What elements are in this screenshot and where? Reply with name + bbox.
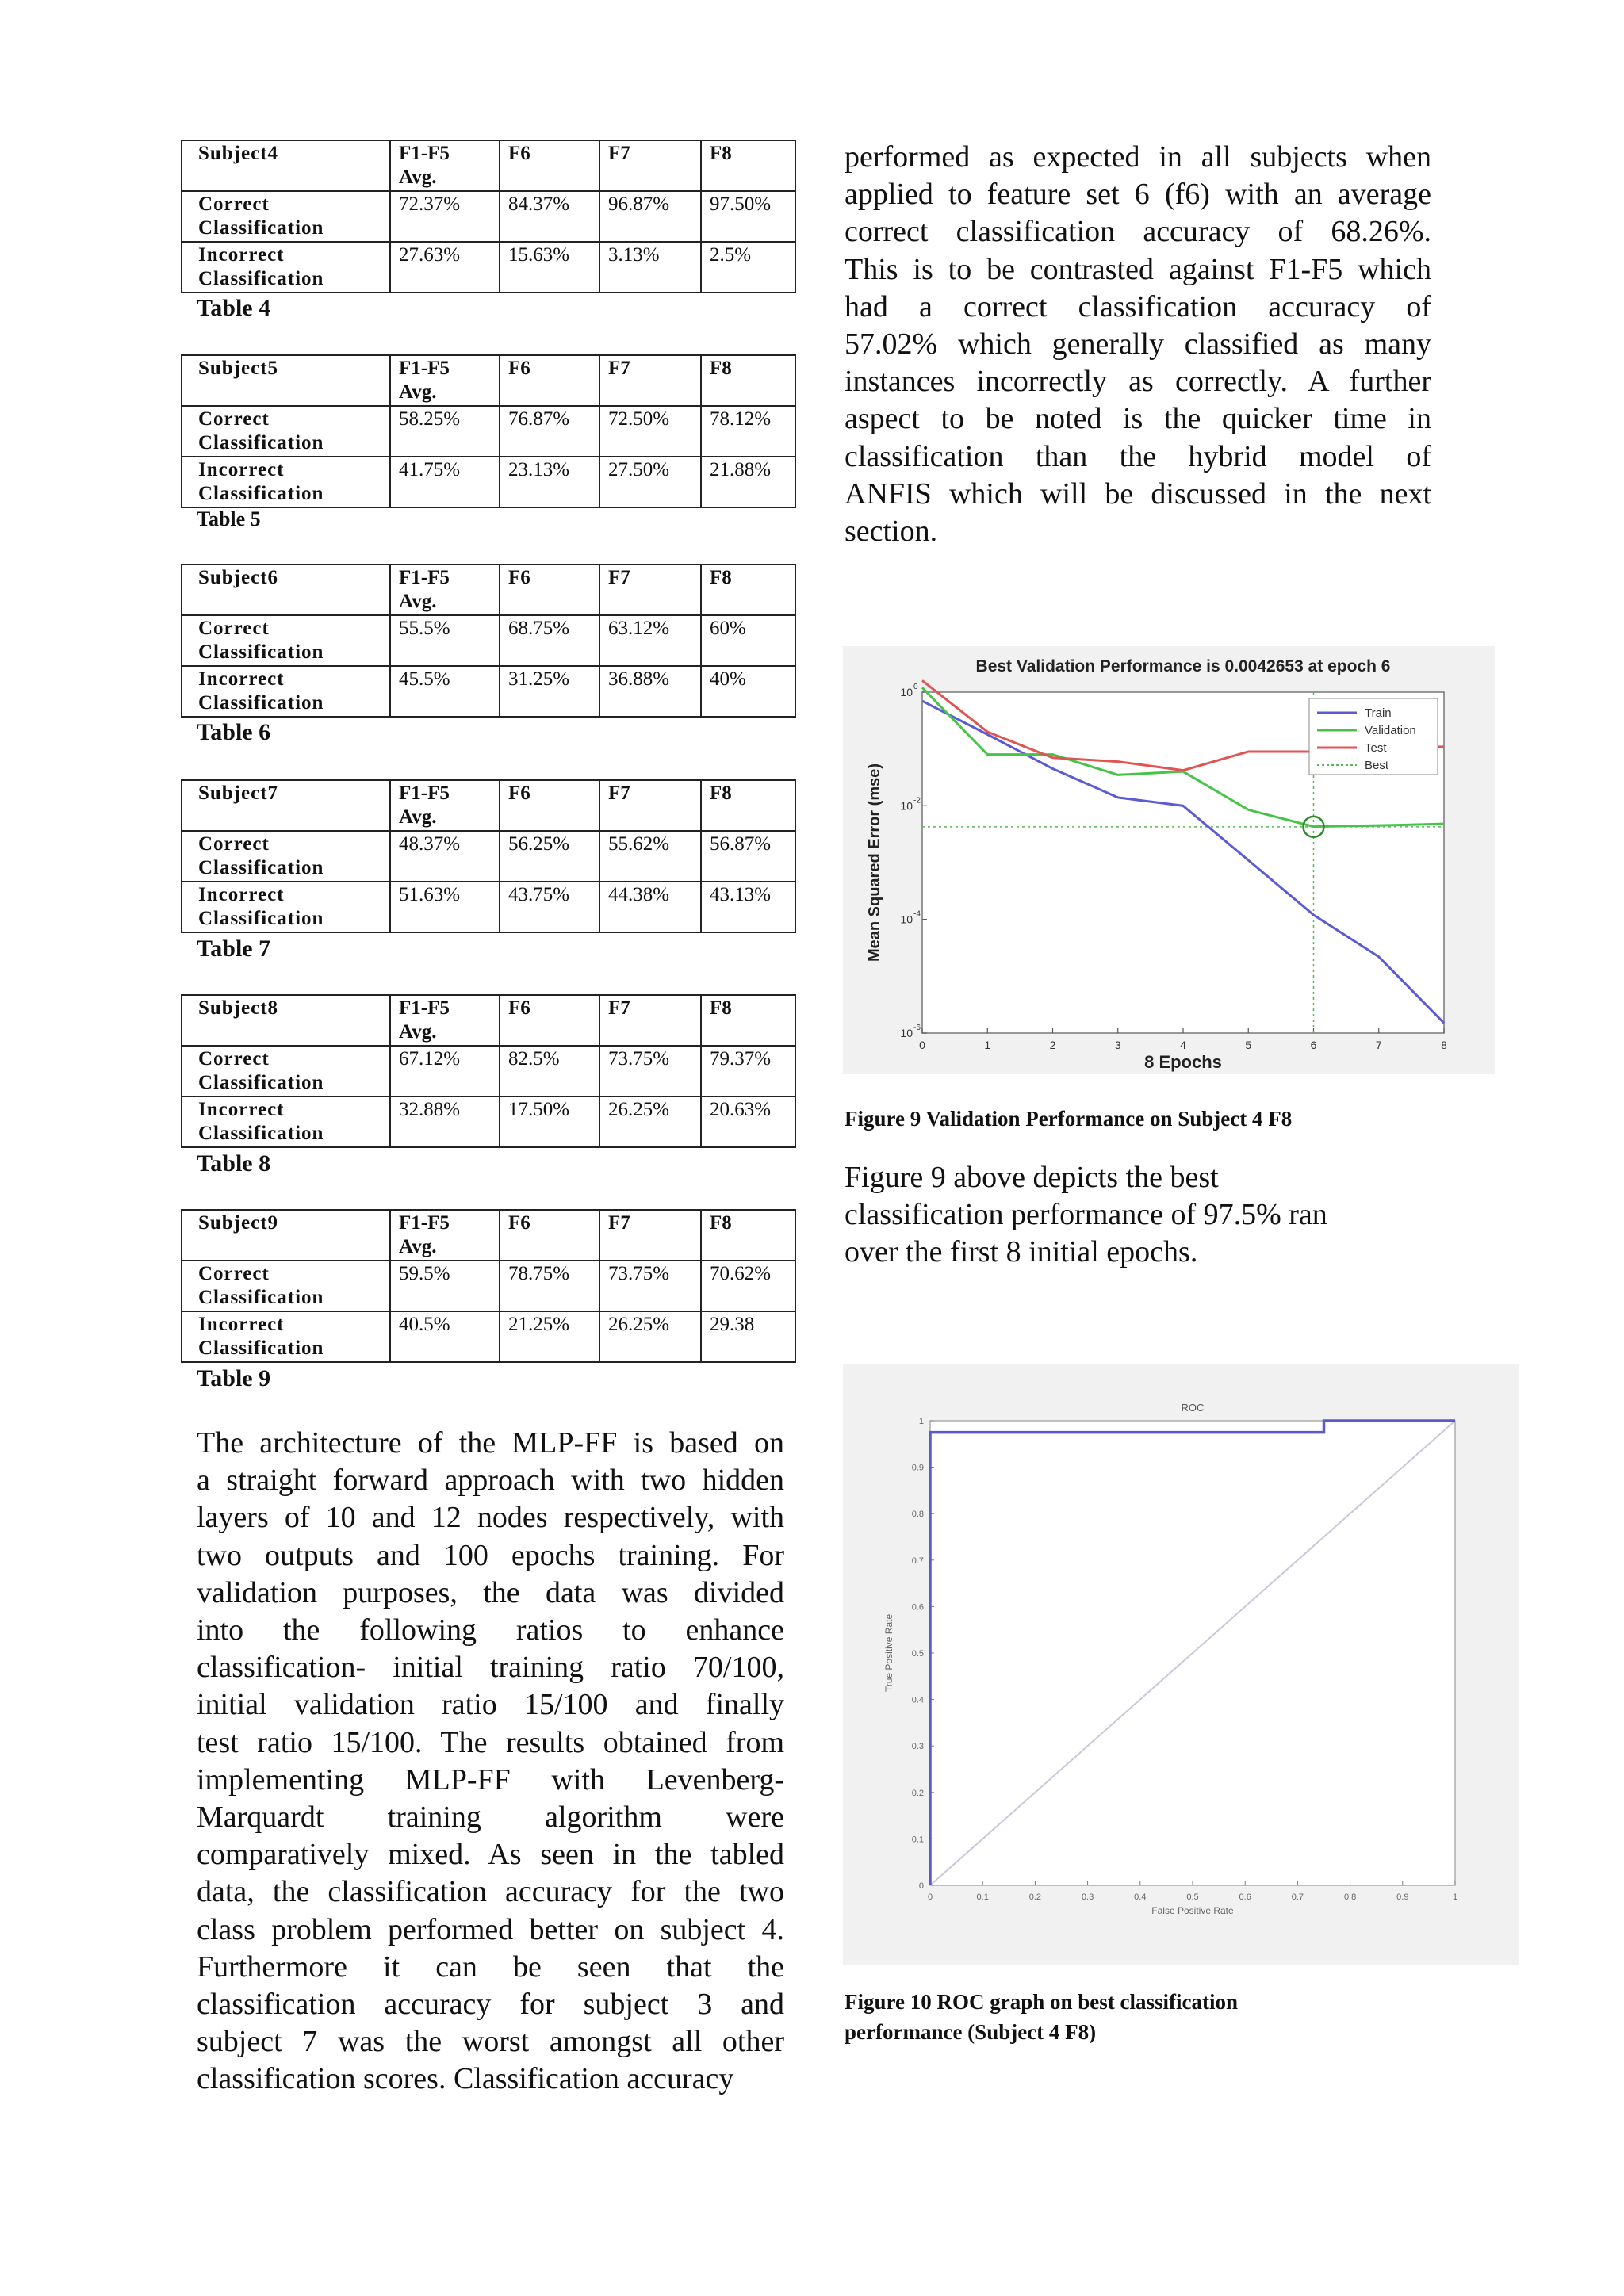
table-header-cell: F1-F5 Avg. [390, 564, 500, 615]
figure9-text-line: over the first 8 initial epochs. [845, 1235, 1198, 1269]
table-cell: 67.12% [390, 1046, 500, 1096]
y-tick-label: 0.9 [911, 1463, 924, 1473]
table-cell: 45.5% [390, 666, 500, 717]
paragraph-line: 57.02% which generally classified as many [845, 327, 1431, 362]
table-row [182, 882, 795, 932]
y-tick-label: 1 [918, 1417, 924, 1426]
table-header-cell: Subject4 [182, 140, 390, 191]
paragraph-line: implementing MLP-FF with Levenberg- [197, 1762, 784, 1797]
figure10-panel [843, 1364, 1519, 1965]
paragraph-line: two outputs and 100 epochs training. For [197, 1538, 784, 1572]
table-cell: 78.75% [500, 1261, 599, 1311]
figure9-text-line: Figure 9 above depicts the best [845, 1161, 1219, 1194]
table-cell: 55.5% [390, 615, 500, 666]
table-header-row [182, 140, 795, 191]
results-table-9 [181, 1209, 796, 1363]
table-cell: 26.25% [599, 1096, 701, 1147]
table-cell: Incorrect Classification [182, 1096, 390, 1147]
x-tick-label: 0.9 [1396, 1892, 1409, 1902]
table-cell: 68.75% [500, 615, 599, 666]
table-header-cell: F1-F5 Avg. [390, 140, 500, 191]
legend-label: Best [1365, 759, 1389, 772]
table-caption: Table 9 [197, 1365, 271, 1391]
table-header-cell: F7 [599, 1210, 701, 1261]
paragraph-line: validation purposes, the data was divided [197, 1575, 784, 1609]
paragraph-line: classification accuracy for subject 3 and [197, 1988, 784, 2022]
paragraph-line: correct classification accuracy of 68.26%. [845, 215, 1431, 249]
x-tick-label: 0.3 [1081, 1892, 1094, 1902]
y-axis-label: True Positive Rate [883, 1613, 894, 1693]
table-cell: 26.25% [599, 1311, 701, 1362]
y-tick-label: 10 [900, 1027, 913, 1039]
table-cell: 56.87% [701, 831, 795, 882]
figure10-caption-line2: performance (Subject 4 F8) [845, 2020, 1097, 2044]
table-cell: 72.37% [390, 191, 500, 242]
paragraph-line: section. [845, 515, 938, 549]
table-header-row [182, 1210, 795, 1261]
x-tick-label: 0.1 [976, 1892, 989, 1902]
table-header-cell: Subject5 [182, 355, 390, 406]
results-table-7 [181, 779, 796, 933]
table-cell: 36.88% [599, 666, 701, 717]
table-cell: 59.5% [390, 1261, 500, 1311]
paragraph-line: This is to be contrasted against F1-F5 which [845, 252, 1431, 286]
y-tick-label: 0.7 [911, 1556, 924, 1566]
table-cell: 40.5% [390, 1311, 500, 1362]
table-header-cell: F8 [701, 780, 795, 831]
table-cell: 21.88% [701, 457, 795, 507]
table-header-cell: F8 [701, 995, 795, 1046]
table-cell: 41.75% [390, 457, 500, 507]
table-header-row [182, 564, 795, 615]
figure9-panel [843, 646, 1495, 1074]
table-cell: Correct Classification [182, 1046, 390, 1096]
table-row [182, 191, 795, 242]
table-header-cell: F7 [599, 995, 701, 1046]
paragraph-line: classification than the hybrid model of [845, 439, 1431, 473]
table-header-cell: F8 [701, 1210, 795, 1261]
table-cell: Correct Classification [182, 831, 390, 882]
figure10-caption-line1: Figure 10 ROC graph on best classification [845, 1990, 1239, 2014]
paragraph-line: subject 7 was the worst amongst all other [197, 2025, 784, 2059]
table-cell: Incorrect Classification [182, 1311, 390, 1362]
table-row [182, 1046, 795, 1096]
table-header-cell: Subject6 [182, 564, 390, 615]
table-header-cell: F6 [500, 1210, 599, 1261]
paragraph-line: classification scores. Classification accuracy [197, 2062, 734, 2096]
table-cell: 43.75% [500, 882, 599, 932]
table-cell: 40% [701, 666, 795, 717]
figure9-text-line: classification performance of 97.5% ran [845, 1198, 1327, 1232]
paragraph-line: Marquardt training algorithm were [197, 1800, 784, 1835]
table-row [182, 1261, 795, 1311]
results-table-6 [181, 564, 796, 718]
table-row [182, 666, 795, 717]
results-table-4 [181, 140, 796, 293]
y-tick-label: 0.1 [911, 1835, 924, 1845]
table-header-cell: F1-F5 Avg. [390, 1210, 500, 1261]
paragraph-line: class problem performed better on subject 4. [197, 1912, 784, 1946]
table-cell: 73.75% [599, 1261, 701, 1311]
table-cell: 73.75% [599, 1046, 701, 1096]
y-tick-label: 0.6 [911, 1602, 924, 1613]
paragraph-line: test ratio 15/100. The results obtained from [197, 1725, 784, 1759]
paragraph-line: aspect to be noted is the quicker time in [845, 402, 1431, 436]
y-axis-label: Mean Squared Error (mse) [866, 763, 883, 962]
table-cell: 97.50% [701, 191, 795, 242]
table-cell: 3.13% [599, 242, 701, 293]
table-header-cell: F7 [599, 355, 701, 406]
y-tick-label: 10 [900, 799, 913, 813]
table-cell: 44.38% [599, 882, 701, 932]
paragraph-line: instances incorrectly as correctly. A further [845, 365, 1431, 399]
table-header-cell: F8 [701, 355, 795, 406]
table-cell: 56.25% [500, 831, 599, 882]
table-header-cell: F7 [599, 780, 701, 831]
legend-label: Test [1365, 741, 1387, 755]
right-paragraph [845, 139, 1431, 550]
table-row [182, 831, 795, 882]
table-cell: 48.37% [390, 831, 500, 882]
table-row [182, 1311, 795, 1362]
table-caption: Table 5 [197, 507, 261, 530]
x-tick-label: 0.4 [1134, 1892, 1147, 1902]
table-header-cell: Subject8 [182, 995, 390, 1046]
table-cell: 58.25% [390, 406, 500, 457]
table-header-cell: F7 [599, 140, 701, 191]
x-tick-label: 0.2 [1028, 1892, 1042, 1902]
table-cell: 84.37% [500, 191, 599, 242]
table-caption: Table 7 [197, 936, 271, 962]
roc-chart [843, 1364, 1519, 1965]
table-header-cell: F1-F5 Avg. [390, 995, 500, 1046]
table-cell: Correct Classification [182, 406, 390, 457]
x-tick-label: 0.5 [1186, 1892, 1199, 1902]
paragraph-line: performed as expected in all subjects when [845, 140, 1431, 174]
x-tick-label: 1 [1452, 1892, 1458, 1902]
table-caption: Table 8 [197, 1150, 271, 1177]
paragraph-line: comparatively mixed. As seen in the tabled [197, 1838, 784, 1872]
x-tick-label: 0 [927, 1892, 933, 1902]
x-tick-label: 2 [1049, 1039, 1056, 1051]
figure9-after-text [845, 1159, 1400, 1272]
y-tick-exponent: -6 [914, 1024, 921, 1032]
table-header-cell: F1-F5 Avg. [390, 355, 500, 406]
table-cell: 51.63% [390, 882, 500, 932]
x-tick-label: 8 [1441, 1039, 1447, 1051]
paragraph-line: The architecture of the MLP-FF is based on [197, 1426, 784, 1460]
x-tick-label: 0.8 [1343, 1892, 1357, 1902]
table-row [182, 406, 795, 457]
x-tick-label: 0 [919, 1039, 925, 1051]
table-cell: 72.50% [599, 406, 701, 457]
table-row [182, 1096, 795, 1147]
paragraph-line: layers of 10 and 12 nodes respectively, with [197, 1501, 784, 1535]
x-tick-label: 3 [1114, 1039, 1121, 1051]
table-header-cell: Subject7 [182, 780, 390, 831]
x-tick-label: 0.6 [1239, 1892, 1251, 1902]
paragraph-line: a straight forward approach with two hidden [197, 1464, 784, 1498]
table-header-row [182, 780, 795, 831]
paragraph-line: ANFIS which will be discussed in the next [845, 476, 1431, 511]
chart-title: ROC [1181, 1402, 1205, 1414]
table-header-cell: F7 [599, 564, 701, 615]
paragraph-line: Furthermore it can be seen that the [197, 1950, 784, 1984]
paragraph-line: classification- initial training ratio 70/100, [197, 1651, 784, 1685]
legend-label: Train [1365, 706, 1392, 720]
table-cell: 96.87% [599, 191, 701, 242]
table-header-cell: F1-F5 Avg. [390, 780, 500, 831]
y-tick-label: 0 [918, 1881, 924, 1891]
table-header-row [182, 995, 795, 1046]
paragraph-line: had a correct classification accuracy of [845, 289, 1431, 323]
y-tick-label: 0.5 [911, 1649, 924, 1659]
figure10-caption [845, 1987, 1238, 2047]
table-cell: 31.25% [500, 666, 599, 717]
x-tick-label: 5 [1245, 1039, 1252, 1051]
table-cell: 2.5% [701, 242, 795, 293]
table-cell: Incorrect Classification [182, 666, 390, 717]
table-cell: 32.88% [390, 1096, 500, 1147]
table-cell: 23.13% [500, 457, 599, 507]
results-table-5 [181, 354, 796, 508]
validation-performance-chart [843, 646, 1495, 1074]
table-header-cell: F6 [500, 995, 599, 1046]
table-row [182, 242, 795, 293]
table-cell: Incorrect Classification [182, 457, 390, 507]
table-cell: 27.50% [599, 457, 701, 507]
figure9-caption: Figure 9 Validation Performance on Subject 4 F8 [845, 1107, 1293, 1131]
table-cell: 63.12% [599, 615, 701, 666]
table-cell: Incorrect Classification [182, 242, 390, 293]
y-tick-label: 0.4 [911, 1695, 924, 1705]
table-cell: 79.37% [701, 1046, 795, 1096]
y-tick-exponent: -2 [914, 796, 921, 806]
left-paragraph [197, 1425, 784, 2099]
table-cell: 29.38 [701, 1311, 795, 1362]
table-cell: Correct Classification [182, 191, 390, 242]
table-header-row [182, 355, 795, 406]
paragraph-line: applied to feature set 6 (f6) with an average [845, 178, 1431, 212]
y-tick-exponent: 0 [914, 683, 918, 691]
x-tick-label: 7 [1375, 1039, 1382, 1051]
table-row [182, 457, 795, 507]
table-cell: Correct Classification [182, 615, 390, 666]
table-cell: 82.5% [500, 1046, 599, 1096]
table-header-cell: F6 [500, 780, 599, 831]
table-row [182, 615, 795, 666]
table-cell: 15.63% [500, 242, 599, 293]
x-tick-label: 1 [984, 1039, 991, 1051]
table-cell: 55.62% [599, 831, 701, 882]
results-table-8 [181, 994, 796, 1148]
table-cell: Incorrect Classification [182, 882, 390, 932]
y-tick-label: 0.2 [911, 1788, 924, 1798]
table-cell: 27.63% [390, 242, 500, 293]
y-tick-label: 0.3 [911, 1742, 924, 1752]
table-cell: 43.13% [701, 882, 795, 932]
table-cell: 76.87% [500, 406, 599, 457]
chart-title: Best Validation Performance is 0.0042653 at epoch 6 [975, 657, 1391, 675]
table-cell: 17.50% [500, 1096, 599, 1147]
paragraph-line: initial validation ratio 15/100 and finally [197, 1688, 784, 1722]
table-header-cell: Subject9 [182, 1210, 390, 1261]
x-tick-label: 6 [1310, 1039, 1317, 1051]
y-tick-exponent: -4 [914, 909, 921, 919]
paragraph-line: data, the classification accuracy for the two [197, 1875, 784, 1909]
table-header-cell: F8 [701, 140, 795, 191]
table-cell: 21.25% [500, 1311, 599, 1362]
x-tick-label: 0.7 [1291, 1892, 1304, 1902]
table-cell: 78.12% [701, 406, 795, 457]
y-tick-label: 10 [900, 686, 913, 698]
y-tick-label: 10 [900, 913, 913, 926]
table-cell: 60% [701, 615, 795, 666]
y-tick-label: 0.8 [911, 1510, 924, 1520]
table-header-cell: F6 [500, 355, 599, 406]
legend-label: Validation [1365, 724, 1416, 737]
table-cell: 20.63% [701, 1096, 795, 1147]
table-header-cell: F8 [701, 564, 795, 615]
paragraph-line: into the following ratios to enhance [197, 1613, 784, 1647]
table-caption: Table 6 [197, 719, 271, 745]
table-header-cell: F6 [500, 564, 599, 615]
table-cell: Correct Classification [182, 1261, 390, 1311]
x-axis-label: 8 Epochs [1144, 1052, 1222, 1072]
table-cell: 70.62% [701, 1261, 795, 1311]
x-axis-label: False Positive Rate [1151, 1905, 1234, 1916]
x-tick-label: 4 [1180, 1039, 1186, 1051]
table-caption: Table 4 [197, 295, 271, 321]
table-header-cell: F6 [500, 140, 599, 191]
